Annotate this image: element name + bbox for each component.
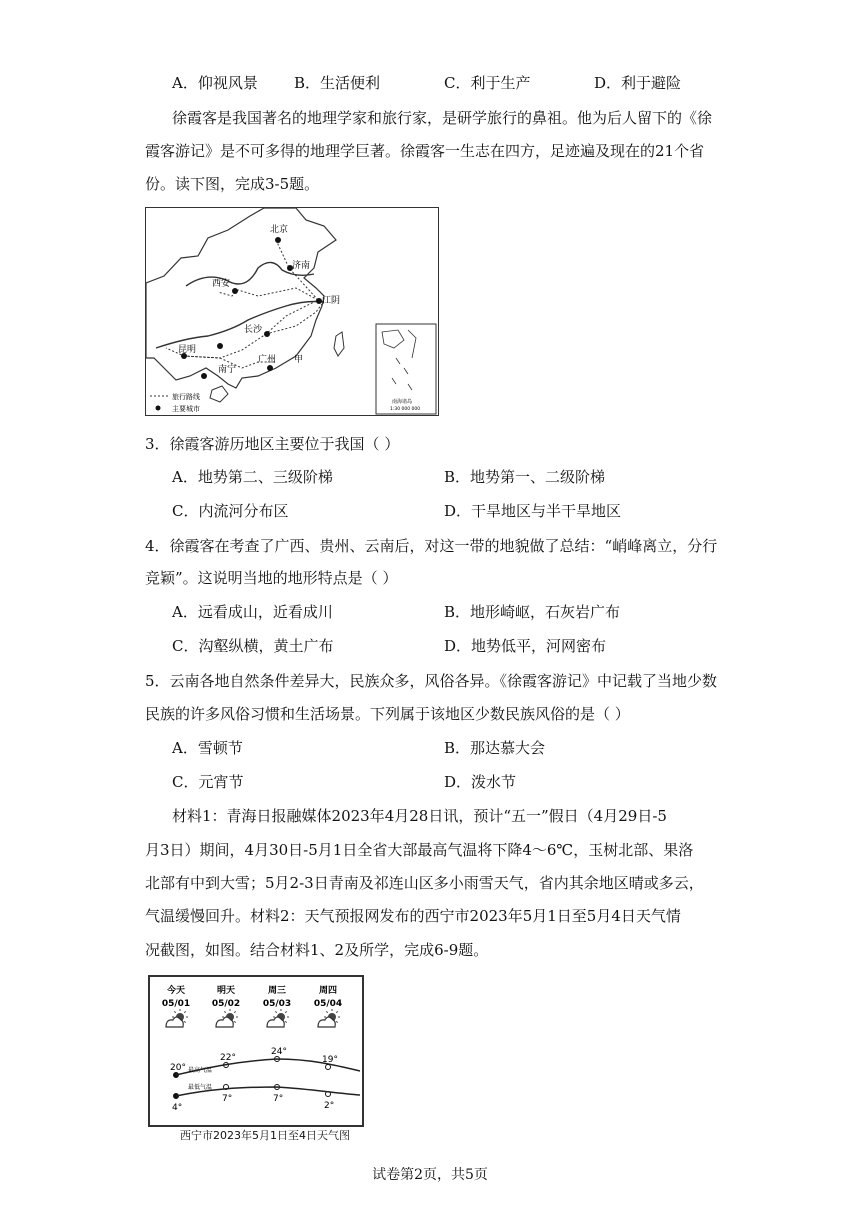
map-svg <box>146 208 438 415</box>
city-kunming: 昆明 <box>178 345 197 355</box>
q3-option-d: D．干旱地区与半干旱地区 <box>444 502 622 520</box>
material-line1: 材料1：青海日报融媒体2023年4月28日讯，预计“五一”假日（4月29日-5 <box>172 807 667 825</box>
low-temp-value: 7° <box>273 1094 284 1104</box>
low-temp-label: 最低气温 <box>188 1084 213 1091</box>
weather-day-label: 今天 <box>166 986 186 996</box>
q4-option-c: C．沟壑纵横，黄土广布 <box>172 637 334 655</box>
weather-figure <box>148 975 364 1127</box>
weather-day-label: 周四 <box>318 986 338 996</box>
travel-route-map <box>145 207 439 416</box>
high-temp-value: 24° <box>271 1047 287 1057</box>
high-temp-value: 22° <box>220 1053 236 1063</box>
page-footer: 试卷第2页，共5页 <box>372 1167 488 1183</box>
q2-option-b: B．生活便利 <box>294 74 381 92</box>
city-jiangyin: 江阴 <box>322 296 341 306</box>
q3-option-c: C．内流河分布区 <box>172 502 289 520</box>
partly-cloudy-icon <box>318 1009 340 1027</box>
q2-option-d: D．利于避险 <box>594 74 682 92</box>
weather-day-label: 周三 <box>267 986 287 996</box>
weather-date: 05/01 <box>161 999 191 1009</box>
q4-option-d: D．地势低平，河网密布 <box>444 637 607 655</box>
q4-option-a: A．远看成山，近看成川 <box>172 603 333 621</box>
material-line3: 北部有中到大雪；5月2-3日青南及祁连山区多小雨雪天气，省内其余地区晴或多云， <box>145 874 704 892</box>
legend-route: 旅行路线 <box>172 393 200 401</box>
weather-date: 05/04 <box>313 999 343 1009</box>
low-temp-value: 2° <box>324 1101 335 1111</box>
q2-option-a: A．仰视风景 <box>172 74 258 92</box>
city-nanning: 南宁 <box>218 365 237 375</box>
q5-option-c: C．元宵节 <box>172 773 244 791</box>
high-temp-value: 19° <box>322 1055 338 1065</box>
city-xian: 西安 <box>212 279 231 289</box>
material-line2: 月3日）期间，4月30日-5月1日全省大部最高气温将下降4～6℃，玉树北部、果洛 <box>145 841 694 859</box>
high-temp-point <box>326 1065 331 1070</box>
partly-cloudy-icon <box>216 1009 238 1027</box>
legend-city: 主要城市 <box>172 405 200 413</box>
low-temp-value: 7° <box>222 1094 233 1104</box>
low-temp-value: 4° <box>172 1103 183 1113</box>
q4-stem-line1: 4．徐霞客在考查了广西、贵州、云南后，对这一带的地貌做了总结：“峭峰离立，分行 <box>145 537 718 555</box>
q4-stem-line2: 竞颖”。这说明当地的地形特点是（ ） <box>145 569 398 587</box>
weather-svg <box>150 977 362 1125</box>
passage1-line2: 霞客游记》是不可多得的地理学巨著。徐霞客一生志在四方，足迹遍及现在的21个省 <box>145 142 705 160</box>
q3-option-b: B．地势第一、二级阶梯 <box>444 468 606 486</box>
inset-scale: 1:30 000 000 <box>390 407 421 412</box>
city-jinan: 济南 <box>292 261 311 271</box>
inset-label: 南海诸岛 <box>392 399 413 405</box>
q5-stem-line2: 民族的许多风俗习惯和生活场景。下列属于该地区少数民族风俗的是（ ） <box>145 705 630 723</box>
q2-option-c: C．利于生产 <box>444 74 531 92</box>
city-guangzhou: 广州 <box>258 355 277 365</box>
label-jia: 甲 <box>294 355 304 365</box>
q4-option-b: B．地形崎岖，石灰岩广布 <box>444 603 621 621</box>
q3-stem: 3．徐霞客游历地区主要位于我国（ ） <box>145 435 400 453</box>
high-temp-label: 最高气温 <box>188 1067 213 1074</box>
weather-day-label: 明天 <box>216 986 236 996</box>
partly-cloudy-icon <box>267 1009 289 1027</box>
city-changsha: 长沙 <box>244 325 263 335</box>
passage1-line1: 徐霞客是我国著名的地理学家和旅行家，是研学旅行的鼻祖。他为后人留下的《徐 <box>172 109 713 127</box>
q3-option-a: A．地势第二、三级阶梯 <box>172 468 333 486</box>
high-temp-value: 20° <box>170 1063 186 1073</box>
q5-option-d: D．泼水节 <box>444 773 517 791</box>
weather-date: 05/02 <box>211 999 241 1009</box>
city-beijing: 北京 <box>270 225 289 235</box>
partly-cloudy-icon <box>166 1009 188 1027</box>
q5-stem-line1: 5．云南各地自然条件差异大，民族众多，风俗各异。《徐霞客游记》中记载了当地少数 <box>145 672 718 690</box>
q5-option-b: B．那达慕大会 <box>444 739 546 757</box>
weather-date: 05/03 <box>262 999 292 1009</box>
material-line4: 气温缓慢回升。材料2：天气预报网发布的西宁市2023年5月1日至5月4日天气情 <box>145 907 681 925</box>
q5-option-a: A．雪顿节 <box>172 739 243 757</box>
material-line5: 况截图，如图。结合材料1、2及所学，完成6-9题。 <box>145 941 489 959</box>
weather-caption: 西宁市2023年5月1日至4日天气图 <box>180 1129 350 1142</box>
passage1-line3: 份。读下图，完成3-5题。 <box>145 175 320 193</box>
